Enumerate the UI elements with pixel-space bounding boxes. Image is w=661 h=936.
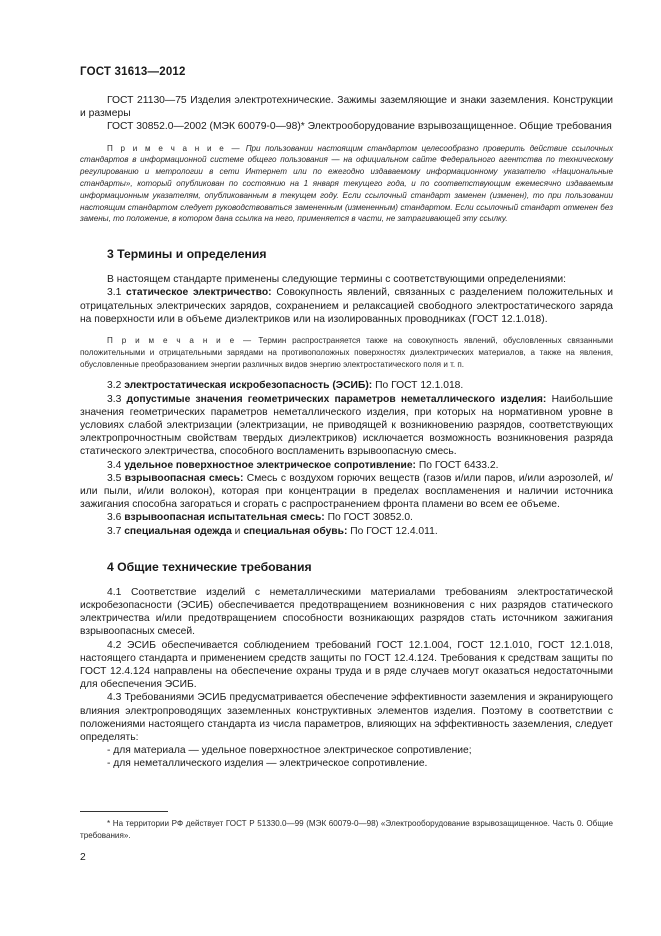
term-3-1	[80, 286, 613, 326]
list-item: - для материала — удельное поверхностное электрическое сопротивление;	[107, 745, 472, 757]
term-number: 3.7	[107, 525, 122, 537]
list-item: - для неметаллического изделия — электрическое сопротивление.	[107, 758, 428, 770]
para-4-2: 4.2 ЭСИБ обеспечивается соблюдением требований ГОСТ 12.1.004, ГОСТ 12.1.010, ГОСТ 12.1.018, настоящего стандарта и применением средств защиты по ГОСТ 12.4.124. Требования к средствам защиты по ГОСТ 12.4.124 направлены на обеспечение охраны труда и в ряде случаев могут оказаться недостаточными для обеспечения ЭСИБ.	[80, 639, 613, 691]
document-header: ГОСТ 31613—2012	[80, 66, 186, 78]
term-name: электростатическая искробезопасность (ЭСИБ):	[124, 380, 373, 392]
term-name-2: специальная обувь:	[243, 525, 348, 537]
page-content	[80, 94, 613, 771]
term-3-5	[80, 472, 613, 512]
term-number: 3.6	[107, 512, 122, 524]
term-conjunction: и	[234, 525, 241, 537]
section-3-title: 3 Термины и определения	[107, 247, 267, 262]
para-4-1: 4.1 Соответствие изделий с неметаллическими материалами требованиям электростатической искробезопасности (ЭСИБ) обеспечивается предотвращением возникновения с них разрядов статического электричества и/или предотвращением способности возникающих разрядов стать источником зажигания взрывоопасных смесей.	[80, 586, 613, 638]
term-number: 3.2	[107, 380, 122, 392]
note-term-3-1	[80, 335, 613, 370]
section-3-intro: В настоящем стандарте применены следующие термины с соответствующими определениями:	[107, 274, 567, 286]
para-4-3: 4.3 Требованиями ЭСИБ предусматривается обеспечение эффективности заземления и экранирующего влияния электропроводящих заземленных конструктивных элементов изделия. Поэтому в соответствии с положениями настоящего стандарта из числа параметров, влияющих на эффективность заземления, следует определять:	[80, 692, 613, 744]
note-references	[80, 143, 613, 226]
term-definition: Смесь с воздухом горючих веществ (газов и/или паров, и/или аэрозолей, и/или пыли, и/или волокон), которая при концентрации в пределах воспламенения и наличии источника зажигания способна загораться и сгорать с распространением фронта пламени во всем ее объеме.	[80, 472, 613, 511]
term-number: 3.5	[107, 472, 122, 484]
term-name: взрывоопасная испытательная смесь:	[124, 512, 325, 524]
term-number: 3.3	[107, 393, 122, 405]
term-name: удельное поверхностное электрическое сопротивление:	[124, 459, 416, 471]
term-name: специальная одежда	[124, 525, 232, 537]
note-text: При пользовании настоящим стандартом целесообразно проверить действие ссылочных стандартов в информационной системе общего пользования — на официальном сайте Федерального агентства по техническому регулированию и метрологии в сети Интернет или по ежегодно издаваемому информационному указателю «Национальные стандарты», который опубликован по состоянию на 1 января текущего года, и по соответствующим ежемесячно издаваемым информационным указателям, опубликованным в текущем году. Если ссылочный стандарт заменен (изменен), то при пользовании настоящим стандартом следует руководствоваться замененным (измененным) стандартом. Если ссылочный стандарт отменен без замены, то положение, в котором дана ссылка на него, применяется в части, не затрагивающей эту ссылку.	[80, 143, 614, 224]
note-label: П р и м е ч а н и е —	[107, 336, 253, 345]
term-3-7	[80, 525, 613, 538]
term-definition: Совокупность явлений, связанных с разделением положительных и отрицательных электрических зарядов, сохранением и релаксацией свободного электростатического заряда на поверхности или в объеме диэлектриков или на изолированных проводниках (ГОСТ 12.1.018).	[80, 287, 613, 325]
term-number: 3.4	[107, 459, 122, 471]
term-name: взрывоопасная смесь:	[124, 472, 244, 484]
page-number: 2	[80, 852, 86, 863]
footnote: * На территории РФ действует ГОСТ Р 51330.0—99 (МЭК 60079-0—98) «Электрооборудование взрывозащищенное. Часть 0. Общие требования».	[80, 819, 613, 840]
term-definition: По ГОСТ 12.4.011.	[350, 525, 438, 537]
term-name: допустимые значения геометрических параметров неметаллического изделия:	[126, 393, 547, 405]
term-definition: Наибольшие значения геометрических параметров неметаллического изделия, при которых на нормативном уровне в условиях слабой электризации (электризации, не приводящей к возникновению разрядов, соответствующих электропрочностным свойствам твердых диэлектриков) исключается возможность возникновения разряда статического электричества, способного воспламенить взрывоопасную смесь.	[80, 393, 613, 458]
term-name: статическое электричество:	[126, 287, 272, 299]
ref-gost-30852: ГОСТ 30852.0—2002 (МЭК 60079-0—98)* Электрооборудование взрывозащищенное. Общие требования	[107, 121, 612, 133]
note-text: Термин распространяется также на совокупность явлений, обусловленных связанными положительными и отрицательными зарядами на противоположных поверхностях диэлектрических материалов, а также на явления, обусловленные преобразованием энергии различных видов энергию электростатического поля и т. п.	[80, 336, 613, 369]
term-3-2	[80, 379, 613, 392]
term-3-4	[80, 459, 613, 472]
section-4-title: 4 Общие технические требования	[107, 559, 312, 574]
term-definition: По ГОСТ 30852.0.	[327, 512, 413, 524]
term-number: 3.1	[107, 287, 122, 299]
term-definition: По ГОСТ 6433.2.	[418, 459, 499, 471]
term-3-6	[80, 511, 613, 524]
note-label: П р и м е ч а н и е —	[107, 143, 242, 153]
footnote-divider	[80, 811, 168, 812]
term-definition: По ГОСТ 12.1.018.	[375, 380, 464, 392]
term-3-3	[80, 393, 613, 459]
ref-gost-21130: ГОСТ 21130—75 Изделия электротехнические. Зажимы заземляющие и знаки заземления. Конструкции и размеры	[80, 95, 613, 120]
